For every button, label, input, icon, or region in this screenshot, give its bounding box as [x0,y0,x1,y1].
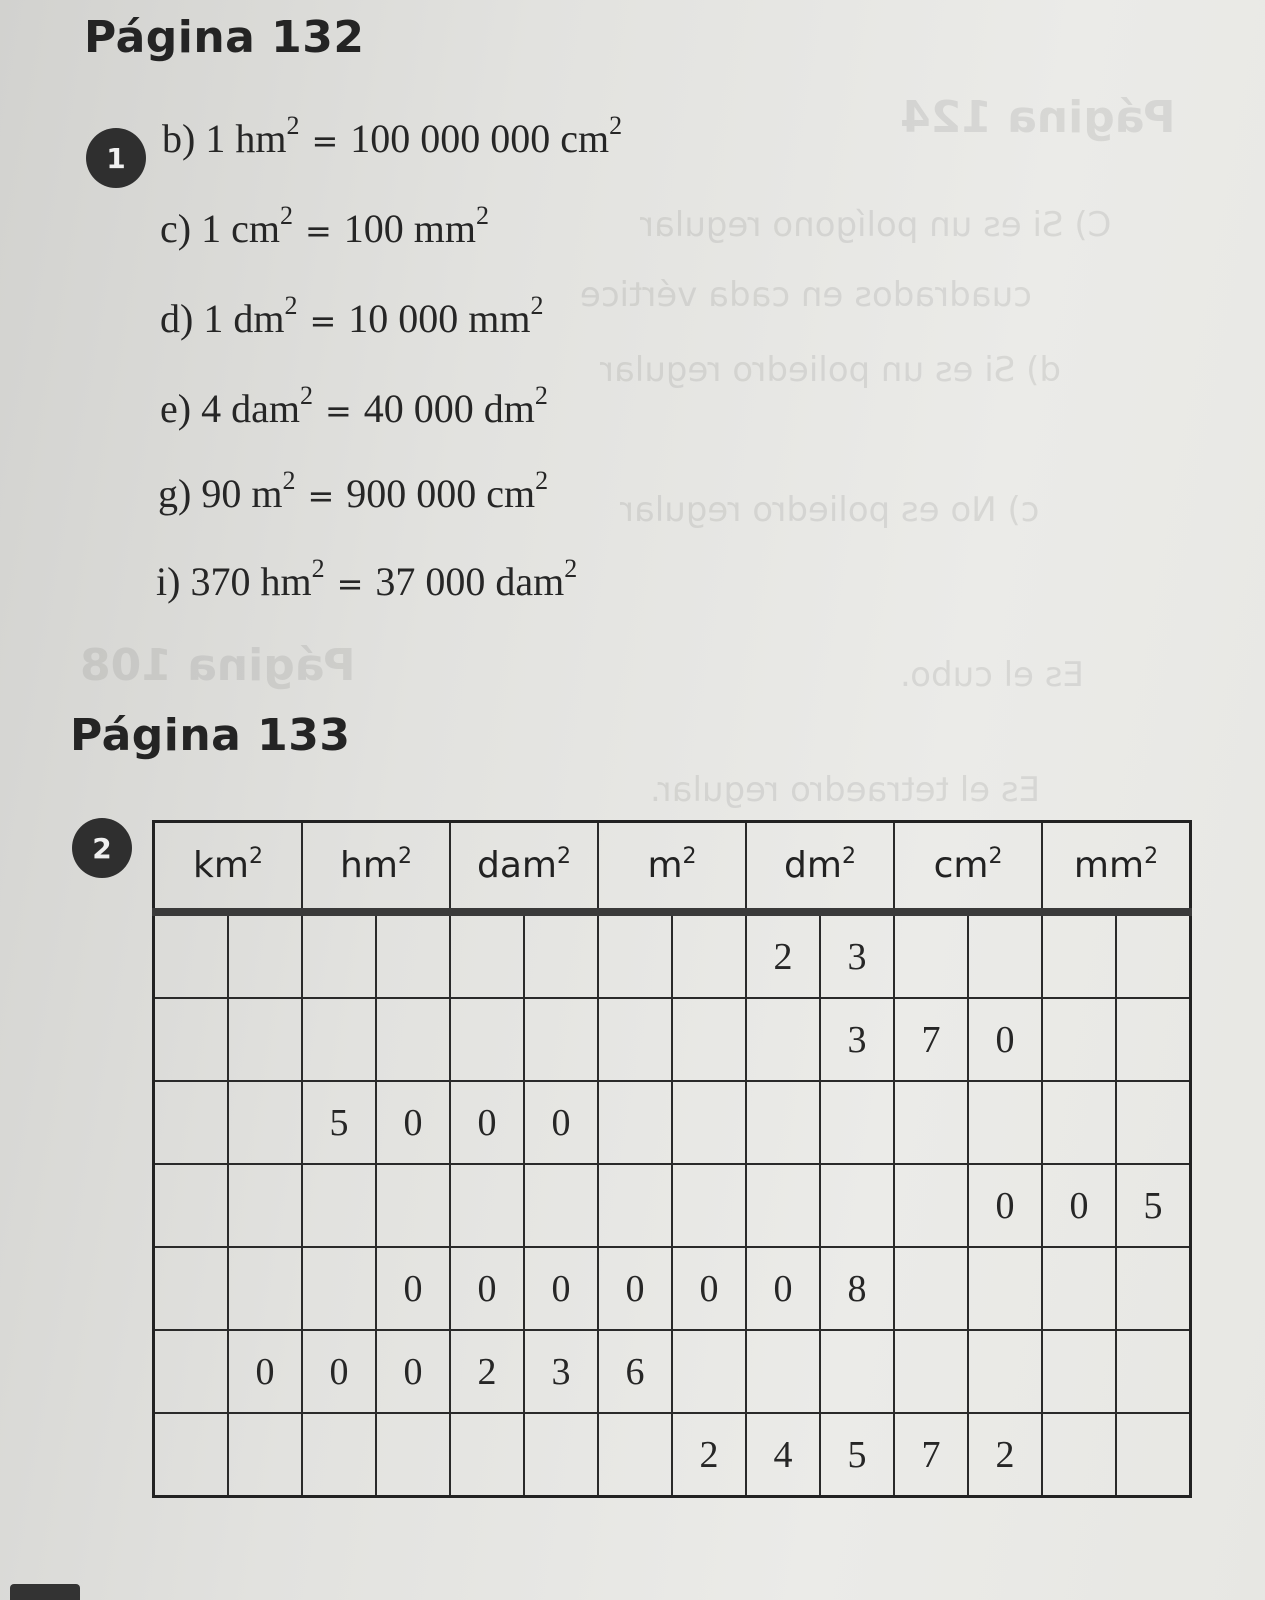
unit-name: m [647,845,683,886]
left-unit: cm [231,206,280,251]
left-value: 90 [201,471,242,516]
right-value: 37 000 [375,559,486,604]
bleed-through-text: d) Si es un poliedro regular [600,350,1061,390]
right-unit: dm [483,386,535,431]
unit-exponent: 2 [1144,844,1159,869]
unit-exponent: 2 [397,844,412,869]
digit-cell [894,912,968,998]
digit-cell: 7 [894,998,968,1081]
digit-cell [1116,998,1191,1081]
digit-cell: 0 [1042,1164,1116,1247]
exercise-number-badge: 1 [86,128,146,188]
digit-cell: 0 [524,1247,598,1330]
equals-sign: = [309,302,337,340]
left-value: 1 [205,116,226,161]
eq-label: c) [160,206,192,251]
unit-header-cell [598,822,746,913]
unit-exponent: 2 [556,844,571,869]
table-row [154,1413,1191,1497]
eq-label: i) [156,559,181,604]
right-value: 100 [343,206,404,251]
left-unit: dam [231,386,300,431]
digit-cell [1116,1247,1191,1330]
digit-cell: 2 [968,1413,1042,1497]
digit-cell [968,1330,1042,1413]
digit-cell [228,1413,302,1497]
eq-label: b) [162,116,196,161]
digit-cell: 0 [302,1330,376,1413]
digit-cell [746,1164,820,1247]
conversion-equation [156,554,578,605]
left-unit: dm [233,296,285,341]
unit-name: mm [1073,845,1145,886]
left-value: 4 [201,386,222,431]
digit-cell: 0 [228,1330,302,1413]
digit-cell [302,1413,376,1497]
digit-cell [376,998,450,1081]
digit-cell [228,1164,302,1247]
eq-label: g) [158,471,192,516]
digit-cell: 8 [820,1247,894,1330]
table-row [154,1081,1191,1164]
eq-label: d) [160,296,194,341]
digit-cell [524,998,598,1081]
digit-cell [154,1164,229,1247]
digit-cell [672,912,746,998]
unit-name: km [193,845,249,886]
right-exponent: 2 [530,291,544,320]
digit-cell: 0 [450,1081,524,1164]
digit-cell [154,1413,229,1497]
unit-name: hm [340,845,398,886]
table-row [154,1164,1191,1247]
digit-cell [894,1164,968,1247]
digit-cell: 0 [598,1247,672,1330]
digit-cell: 3 [524,1330,598,1413]
unit-exponent: 2 [682,844,697,869]
digit-cell [746,1081,820,1164]
digit-cell [376,912,450,998]
bleed-through-text: Página 124 [900,92,1176,143]
digit-cell [450,912,524,998]
digit-cell [894,1247,968,1330]
digit-cell [1042,1081,1116,1164]
digit-cell [1042,912,1116,998]
digit-cell [450,1413,524,1497]
page-heading-132: Página 132 [84,12,365,63]
digit-cell [1042,998,1116,1081]
unit-name: dm [784,845,842,886]
unit-header-cell [450,822,598,913]
table-row [154,912,1191,998]
digit-cell [672,1164,746,1247]
digit-cell [598,1413,672,1497]
unit-conversion-table [152,820,1192,1498]
left-exponent: 2 [284,291,298,320]
digit-cell [598,912,672,998]
digit-cell [820,1081,894,1164]
left-exponent: 2 [311,554,325,583]
bleed-through-text: Es el cubo. [900,655,1085,695]
digit-cell [746,1330,820,1413]
right-value: 100 000 000 [350,116,551,161]
digit-cell [746,998,820,1081]
eq-label: e) [160,386,192,431]
digit-cell [302,912,376,998]
digit-cell: 0 [376,1247,450,1330]
left-exponent: 2 [279,201,293,230]
digit-cell: 3 [820,912,894,998]
right-exponent: 2 [534,381,548,410]
digit-cell [1116,1081,1191,1164]
conversion-equation [162,111,623,162]
right-unit: cm [560,116,610,161]
digit-cell: 2 [450,1330,524,1413]
right-unit: mm [468,296,531,341]
equals-sign: = [304,212,332,250]
left-exponent: 2 [282,466,296,495]
page-heading-133: Página 133 [70,710,351,761]
digit-cell: 0 [672,1247,746,1330]
bleed-through-text: Es el tetraedro regular. [650,770,1041,810]
digit-cell [302,998,376,1081]
equals-sign: = [307,477,335,515]
unit-header-cell [154,822,303,913]
digit-cell [968,1081,1042,1164]
bleed-through-text: C) Si es un polígono regular [640,205,1112,245]
digit-cell: 0 [968,998,1042,1081]
left-unit: hm [260,559,312,604]
digit-cell [968,1247,1042,1330]
digit-cell [524,912,598,998]
digit-cell: 5 [302,1081,376,1164]
digit-cell: 3 [820,998,894,1081]
digit-cell [894,1081,968,1164]
left-value: 1 [203,296,224,341]
left-unit: hm [235,116,287,161]
digit-cell [968,912,1042,998]
equals-sign: = [311,122,339,160]
exercise-number-badge: 2 [72,818,132,878]
unit-header-cell [302,822,450,913]
digit-cell [524,1164,598,1247]
digit-cell [302,1164,376,1247]
unit-header-cell [894,822,1042,913]
conversion-equation [160,291,544,342]
left-unit: m [251,471,283,516]
digit-cell [1042,1413,1116,1497]
digit-cell: 7 [894,1413,968,1497]
unit-exponent: 2 [248,844,263,869]
equals-sign: = [324,392,352,430]
conversion-equation [158,466,549,517]
table-row [154,1330,1191,1413]
right-unit: cm [486,471,536,516]
unit-exponent: 2 [988,844,1003,869]
table-header-row [154,822,1191,913]
table-row [154,998,1191,1081]
digit-cell [154,1247,229,1330]
left-value: 370 [190,559,251,604]
conversion-equation [160,381,548,432]
right-exponent: 2 [535,466,549,495]
digit-cell [672,1330,746,1413]
left-exponent: 2 [299,381,313,410]
bleed-through-text: c) No es poliedro regular [620,490,1040,530]
digit-cell [376,1413,450,1497]
right-value: 900 000 [346,471,477,516]
unit-header-cell [746,822,894,913]
digit-cell: 0 [376,1081,450,1164]
digit-cell: 5 [820,1413,894,1497]
left-value: 1 [201,206,222,251]
right-unit: mm [413,206,476,251]
unit-header-cell [1042,822,1191,913]
digit-cell [450,1164,524,1247]
digit-cell [1116,1330,1191,1413]
conversion-equation [160,201,489,252]
digit-cell: 0 [376,1330,450,1413]
digit-cell [1116,912,1191,998]
digit-cell [154,998,229,1081]
equals-sign: = [336,565,364,603]
digit-cell [820,1330,894,1413]
digit-cell [154,912,229,998]
digit-cell: 2 [672,1413,746,1497]
right-exponent: 2 [476,201,489,230]
digit-cell [598,1081,672,1164]
right-exponent: 2 [564,554,578,583]
digit-cell [1116,1413,1191,1497]
left-exponent: 2 [286,111,300,140]
digit-cell [672,998,746,1081]
digit-cell [524,1413,598,1497]
digit-cell [376,1164,450,1247]
digit-cell [1042,1330,1116,1413]
digit-cell [672,1081,746,1164]
digit-cell [820,1164,894,1247]
digit-cell: 5 [1116,1164,1191,1247]
page-edge-mark [10,1584,80,1600]
right-value: 10 000 [348,296,459,341]
bleed-through-text: cuadrados en cada vértice [580,275,1032,315]
digit-cell: 2 [746,912,820,998]
digit-cell [302,1247,376,1330]
digit-cell: 6 [598,1330,672,1413]
digit-cell [154,1081,229,1164]
digit-cell: 4 [746,1413,820,1497]
bleed-through-text: Página 108 [80,640,356,691]
digit-cell [598,1164,672,1247]
digit-cell [228,998,302,1081]
digit-cell [894,1330,968,1413]
unit-exponent: 2 [841,844,856,869]
table-row [154,1247,1191,1330]
digit-cell: 0 [450,1247,524,1330]
right-value: 40 000 [363,386,474,431]
digit-cell [598,998,672,1081]
digit-cell [228,1247,302,1330]
digit-cell: 0 [746,1247,820,1330]
unit-name: cm [933,845,989,886]
right-unit: dam [495,559,565,604]
digit-cell [228,1081,302,1164]
unit-name: dam [477,845,557,886]
digit-cell [154,1330,229,1413]
right-exponent: 2 [609,111,623,140]
digit-cell [1042,1247,1116,1330]
digit-cell [228,912,302,998]
digit-cell: 0 [524,1081,598,1164]
digit-cell: 0 [968,1164,1042,1247]
digit-cell [450,998,524,1081]
